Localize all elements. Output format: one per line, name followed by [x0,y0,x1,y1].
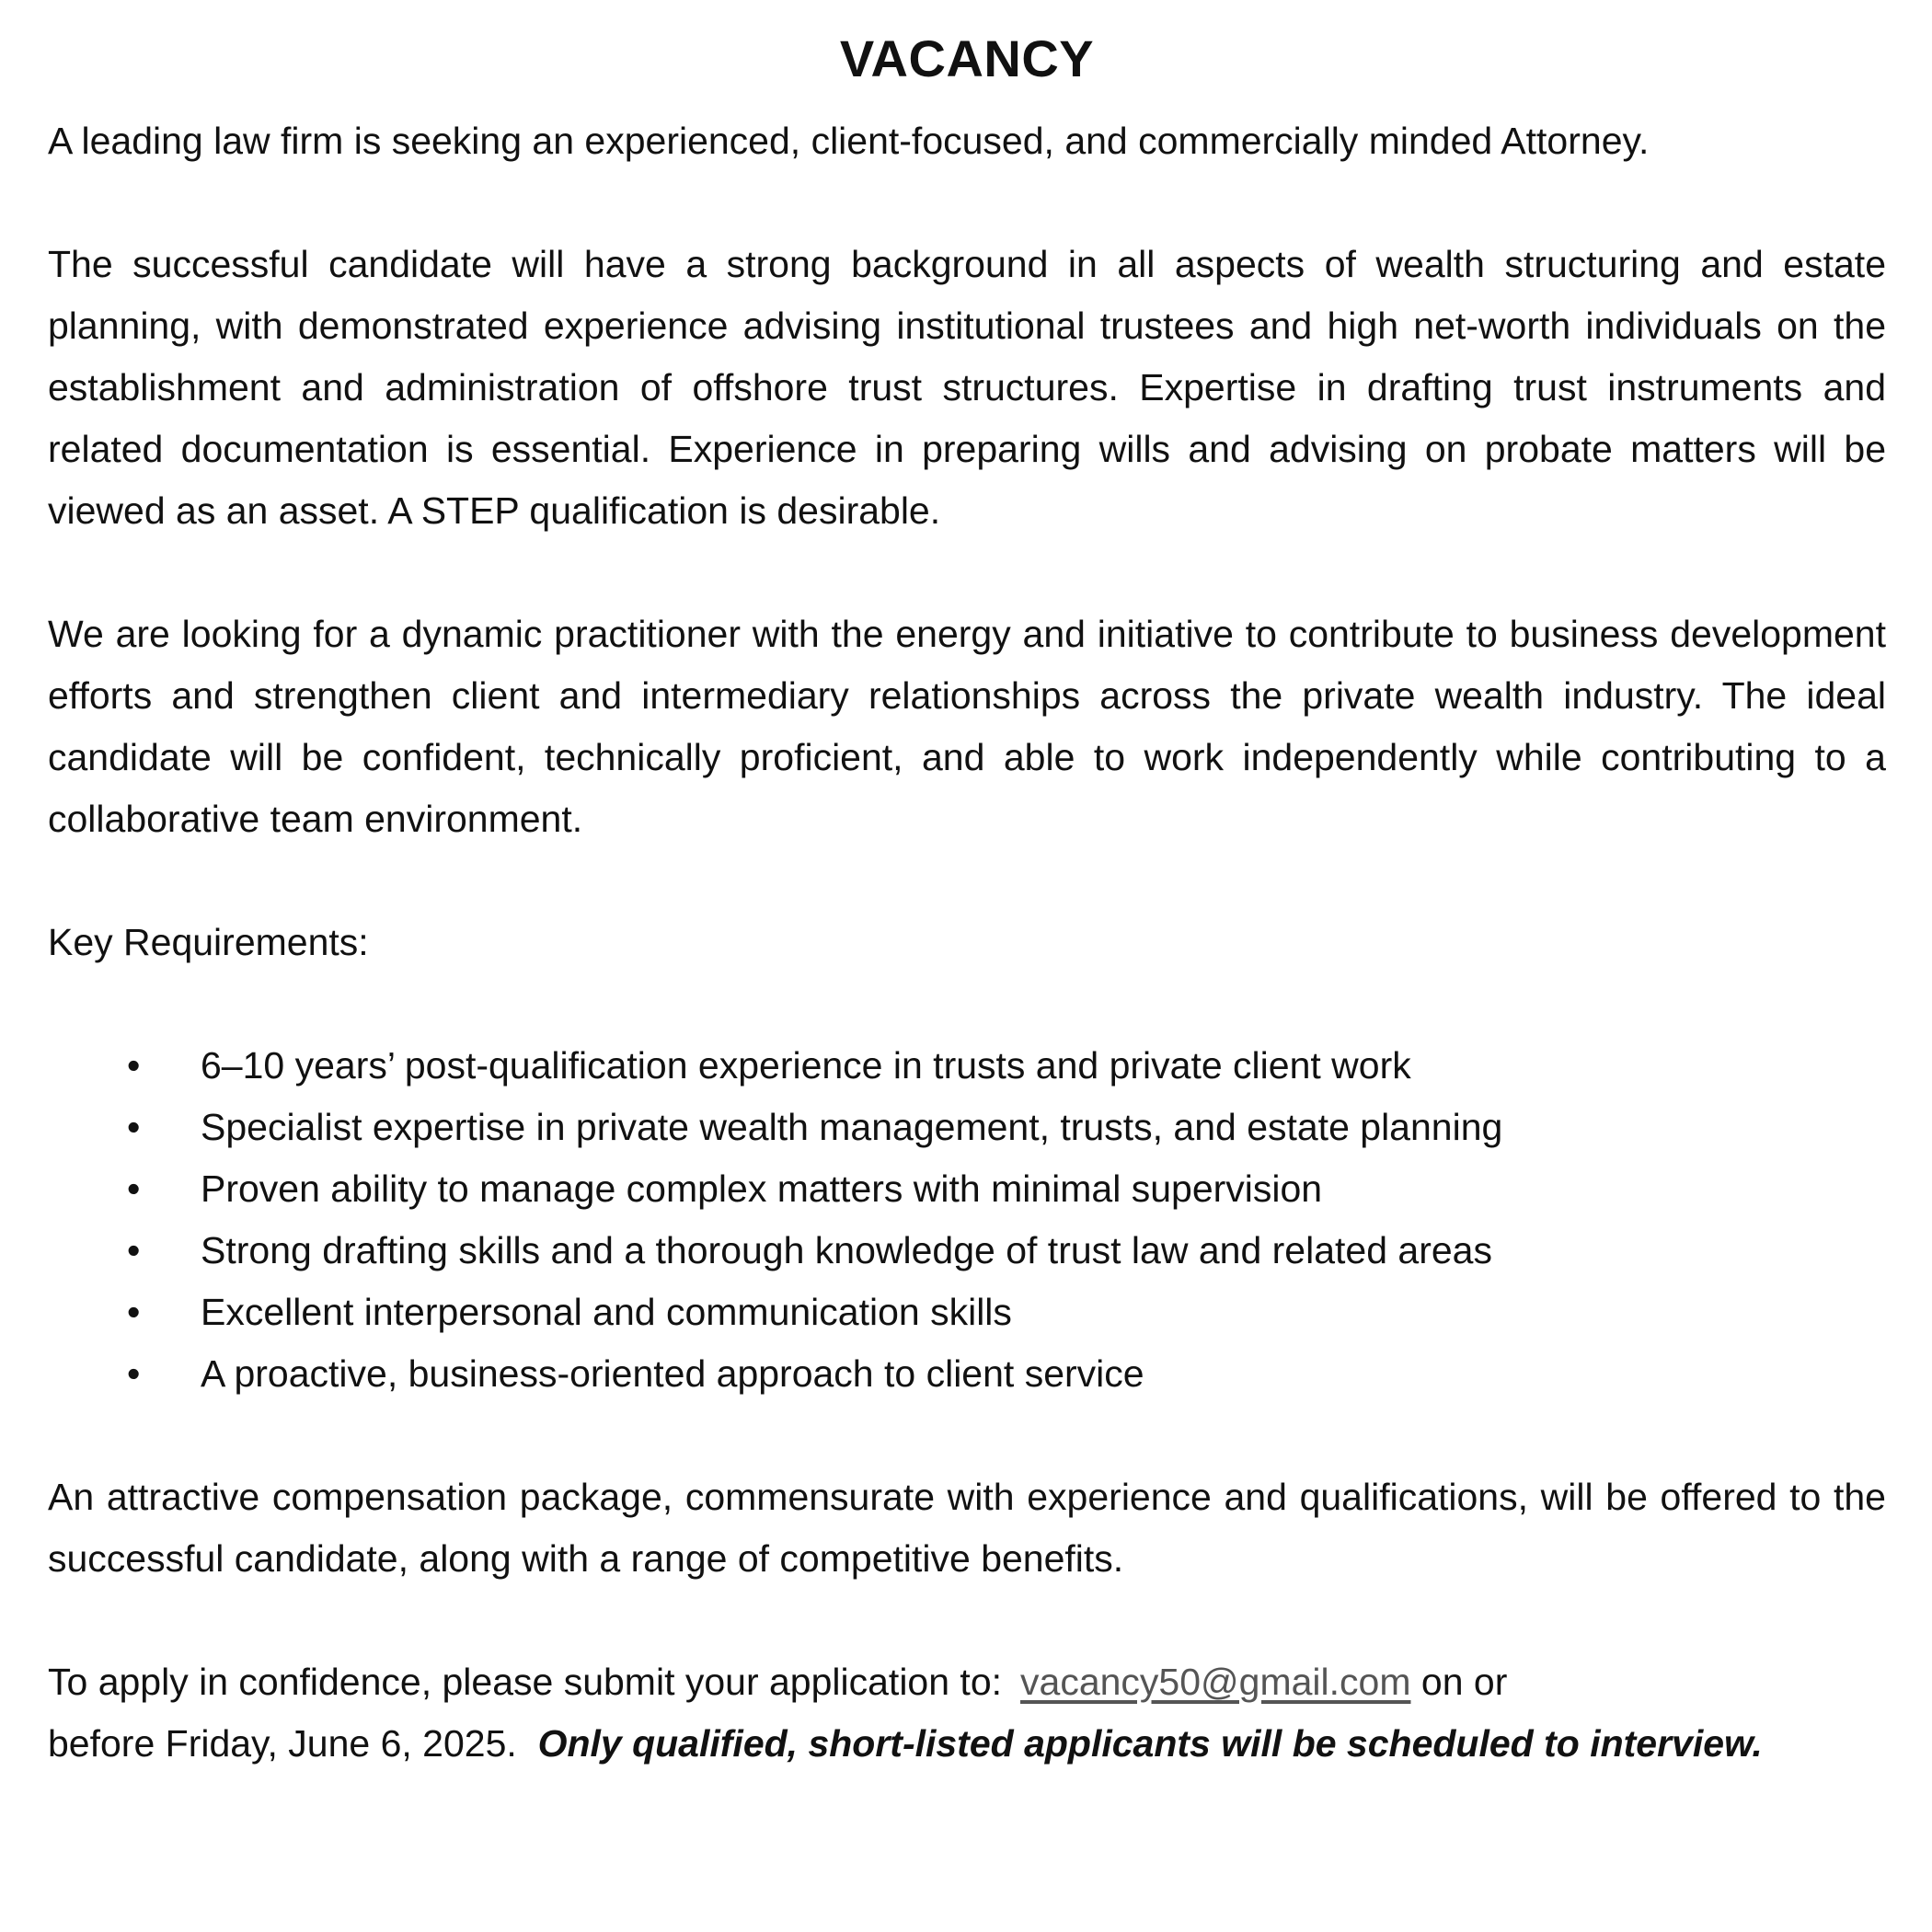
requirements-heading: Key Requirements: [48,921,369,963]
page-title: VACANCY [839,29,1095,87]
requirement-text: Specialist expertise in private wealth management, trusts, and estate planning [201,1106,1503,1148]
spacer [48,1405,1886,1466]
bullet-icon: • [127,1352,141,1395]
compensation-paragraph: An attractive compensation package, commensurate with experience and qualifications, will be offered to the successful candidate, along with a range of competitive benefits. [48,1476,1886,1580]
list-item [48,1097,1886,1158]
intro-paragraph: A leading law firm is seeking an experienced, client-focused, and commercially minded Attorney. [48,120,1650,162]
bullet-icon: • [127,1044,141,1087]
shortlist-notice: Only qualified, short-listed applicants will be scheduled to interview. [537,1722,1763,1765]
candidate-background-paragraph: The successful candidate will have a strong background in all aspects of wealth structuring and estate planning, with demonstrated experience advising institutional trustees and high net-worth individuals on the establishment and administration of offshore trust structures. Expertise in drafting trust instruments and related documentation is essential. Experience in preparing wills and advising on probate matters will be viewed as an asset. A STEP qualification is desirable. [48,243,1886,532]
requirement-text: 6–10 years’ post-qualification experience in trusts and private client work [201,1044,1411,1087]
vacancy-document [48,26,1886,1775]
list-item [48,1220,1886,1282]
spacer [48,973,1886,1035]
requirement-text: Proven ability to manage complex matters with minimal supervision [201,1167,1323,1210]
requirement-text: Strong drafting skills and a thorough knowledge of trust law and related areas [201,1229,1492,1271]
apply-paragraph [48,1651,1886,1775]
spacer [48,542,1886,604]
bullet-icon: • [127,1167,141,1210]
spacer [48,850,1886,912]
list-item [48,1343,1886,1405]
list-item [48,1282,1886,1343]
spacer [48,1590,1886,1651]
practitioner-paragraph: We are looking for a dynamic practitioner with the energy and initiative to contribute to business development efforts and strengthen client and intermediary relationships across the private wealth industry. The ideal candidate will be confident, technically proficient, and able to work independently while contributing to a collaborative team environment. [48,613,1886,840]
bullet-icon: • [127,1229,141,1271]
apply-deadline: before Friday, June 6, 2025. [48,1722,517,1765]
spacer [48,172,1886,234]
bullet-icon: • [127,1291,141,1333]
list-item [48,1158,1886,1220]
email-link[interactable]: vacancy50@gmail.com [1020,1661,1411,1703]
apply-after-email: on or [1420,1661,1508,1703]
requirements-list [48,1035,1886,1405]
apply-prefix: To apply in confidence, please submit your application to: [48,1661,1003,1703]
bullet-icon: • [127,1106,141,1148]
list-item [48,1035,1886,1097]
requirement-text: Excellent interpersonal and communication skills [201,1291,1012,1333]
requirement-text: A proactive, business-oriented approach to client service [201,1352,1144,1395]
